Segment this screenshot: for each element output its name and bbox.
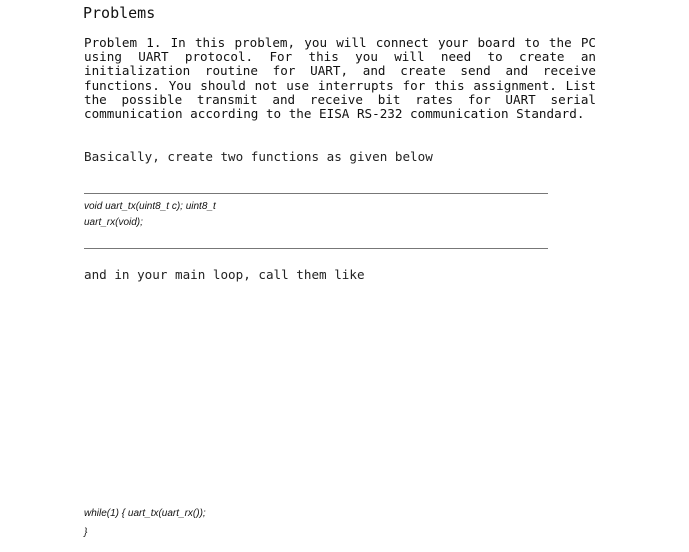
code-function-line-2: uart_rx(void); bbox=[84, 217, 143, 228]
main-loop-intro-text: and in your main loop, call them like bbox=[84, 267, 365, 282]
code-block-top-rule bbox=[84, 193, 548, 194]
problem-1-paragraph: Problem 1. In this problem, you will connect your board to the PC using UART protocol. For this you will need to create an initialization routine for UART, and create send and receive functions. You should not use interrupts for this assignment. List the possible transmit and receive bit rates for UART serial communication according to the EISA RS-232 communication Standard. bbox=[84, 35, 596, 122]
code-loop-line-1: while(1) { uart_tx(uart_rx()); bbox=[84, 508, 206, 519]
functions-intro-text: Basically, create two functions as given below bbox=[84, 149, 433, 164]
code-block-bottom-rule bbox=[84, 248, 548, 249]
code-loop-line-2: } bbox=[84, 527, 88, 538]
section-heading: Problems bbox=[83, 4, 156, 22]
code-function-line-1: void uart_tx(uint8_t c); uint8_t bbox=[84, 201, 216, 212]
